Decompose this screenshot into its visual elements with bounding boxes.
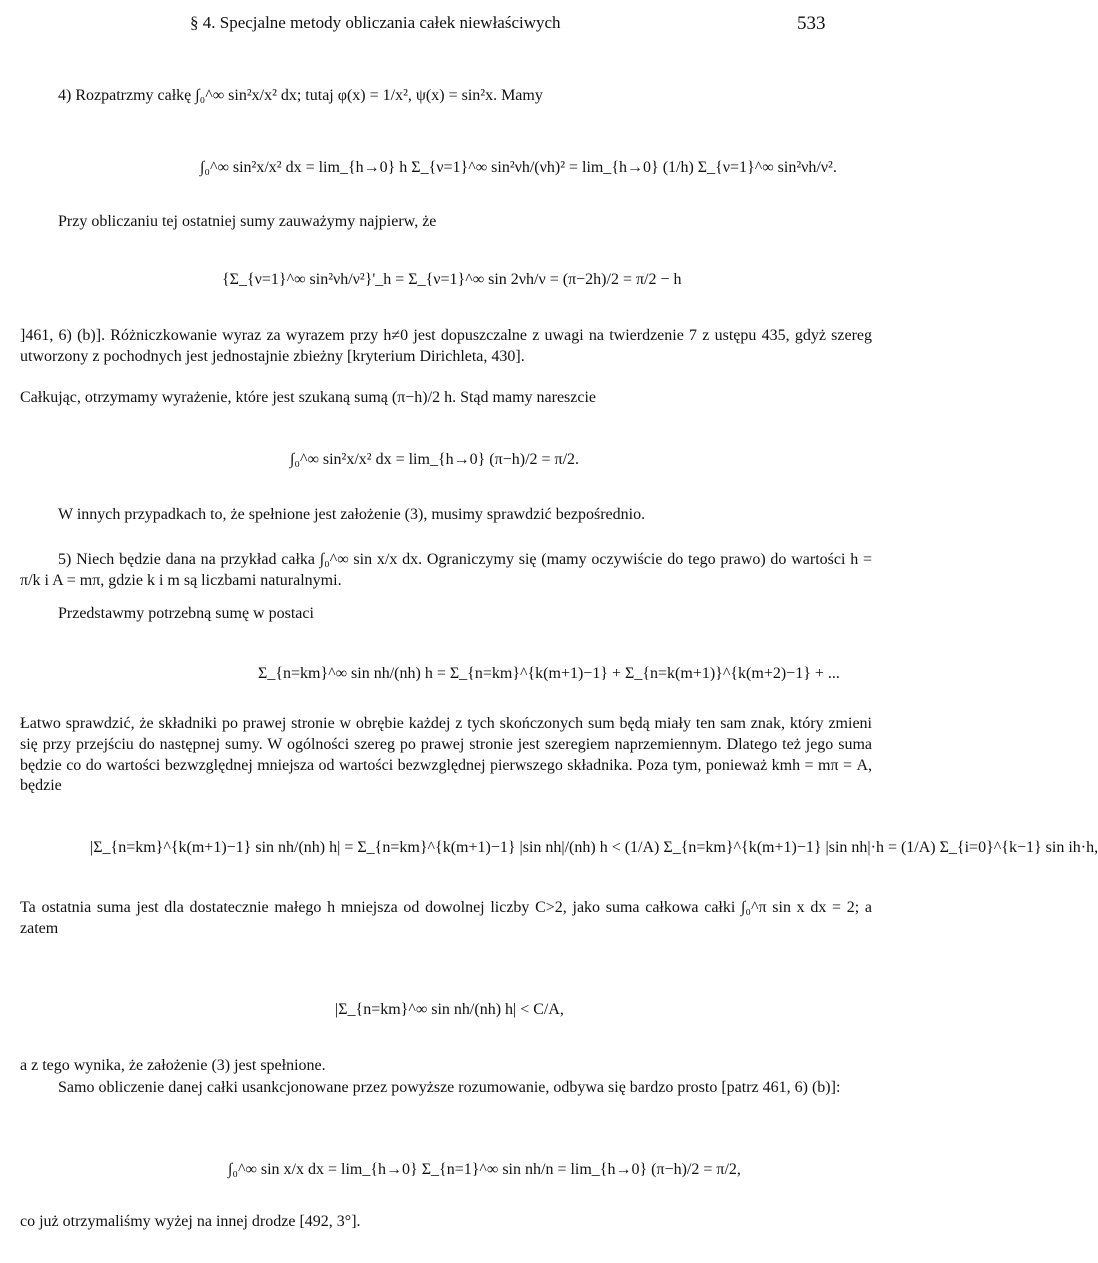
equation-result-2: ∫₀^∞ sin x/x dx = lim_{h→0} Σ_{n=1}^∞ sin nh/n = lim_{h→0} (π−h)/2 = π/2, — [228, 1161, 741, 1178]
paragraph-other-cases: W innych przypadkach to, że spełnione jest założenie (3), musimy sprawdzić bezpośrednio. — [58, 506, 646, 523]
equation-derivative-series: {Σ_{ν=1}^∞ sin²νh/ν²}'_h = Σ_{ν=1}^∞ sin 2νh/ν = (π−2h)/2 = π/2 − h — [222, 271, 682, 288]
paragraph-closing: co już otrzymaliśmy wyżej na innej drodze [492, 3°]. — [20, 1213, 361, 1230]
paragraph-computation: Samo obliczenie danej całki usankcjonowane przez powyższe rozumowanie, odbywa się bardzo prosto [patrz 461, 6) (b)]: — [58, 1079, 841, 1096]
paragraph-integration-result: Całkując, otrzymamy wyrażenie, które jest szukaną sumą (π−h)/2 h. Stąd mamy nareszcie — [20, 389, 597, 406]
paragraph-derivative-intro: Przy obliczaniu tej ostatniej sumy zauważymy najpierw, że — [58, 213, 437, 230]
equation-bound: |Σ_{n=km}^{k(m+1)−1} sin nh/(nh) h| = Σ_{n=km}^{k(m+1)−1} |sin nh|/(nh) h < (1/A) Σ_{n=km}^{k(m+1)−1} |sin nh|·h = (1/A) Σ_{i=0}^{k−1} sin ih·h, — [90, 839, 1098, 856]
equation-bound-final: |Σ_{n=km}^∞ sin nh/(nh) h| < C/A, — [335, 1001, 564, 1018]
equation-result-1: ∫₀^∞ sin²x/x² dx = lim_{h→0} (π−h)/2 = π/2. — [290, 451, 580, 468]
page-number: 533 — [797, 13, 826, 34]
paragraph-sum-form: Przedstawmy potrzebną sumę w postaci — [58, 605, 314, 622]
paragraph-termwise-differentiation: ]461, 6) (b)]. Różniczkowanie wyraz za wyrazem przy h≠0 jest dopuszczalne z uwagi na twierdzenie 7 z ustępu 435, gdyż szereg utworzony z pochodnych jest jednostajnie zbieżny [kryterium Dirichleta, 430]. — [20, 327, 872, 365]
running-header-title: § 4. Specjalne metody obliczania całek niewłaściwych — [190, 13, 561, 32]
paragraph-example-4: 4) Rozpatrzmy całkę ∫₀^∞ sin²x/x² dx; tutaj φ(x) = 1/x², ψ(x) = sin²x. Mamy — [58, 87, 543, 104]
equation-sum-split: Σ_{n=km}^∞ sin nh/(nh) h = Σ_{n=km}^{k(m+1)−1} + Σ_{n=k(m+1)}^{k(m+2)−1} + ... — [258, 665, 840, 682]
paragraph-assumption-satisfied: a z tego wynika, że założenie (3) jest spełnione. — [20, 1057, 326, 1074]
equation-integral-sum: ∫₀^∞ sin²x/x² dx = lim_{h→0} h Σ_{ν=1}^∞ sin²νh/(νh)² = lim_{h→0} (1/h) Σ_{ν=1}^∞ sin²νh/ν². — [200, 159, 837, 176]
paragraph-example-5: 5) Niech będzie dana na przykład całka ∫₀^∞ sin x/x dx. Ograniczymy się (mamy oczywiście do tego prawo) do wartości h = π/k i A = mπ, gdzie k i m są liczbami naturalnymi. — [20, 551, 872, 589]
paragraph-integral-sum: Ta ostatnia suma jest dla dostatecznie małego h mniejsza od dowolnej liczby C>2, jako suma całkowa całki ∫₀^π sin x dx = 2; a zatem — [20, 899, 872, 937]
paragraph-alternating-series: Łatwo sprawdzić, że składniki po prawej stronie w obrębie każdej z tych skończonych sum będą miały ten sam znak, który zmieni się przy przejściu do następnej sumy. W ogólności szereg po prawej stronie jest szeregiem naprzemiennym. Dlatego też jego suma będzie co do wartości bezwzględnej mniejsza od wartości bezwzględnej pierwszego składnika. Poza tym, ponieważ kmh = mπ = A, będzie — [20, 715, 872, 795]
